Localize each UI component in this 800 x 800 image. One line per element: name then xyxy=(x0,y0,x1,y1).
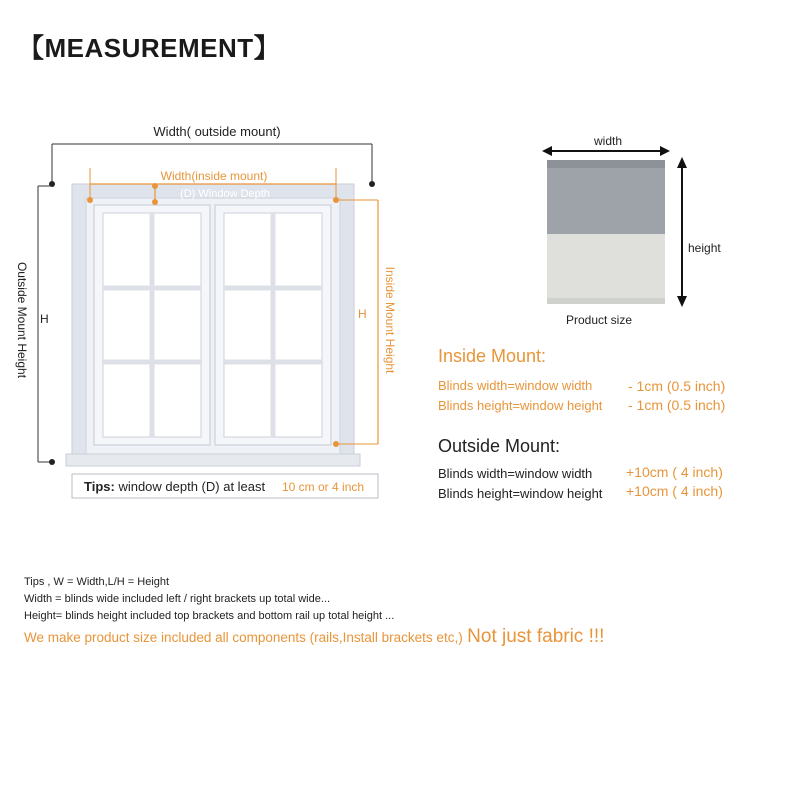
outside-height-value: +10cm ( 4 inch) xyxy=(626,483,723,499)
outside-mount-heading: Outside Mount: xyxy=(438,436,561,456)
tips-value: 10 cm or 4 inch xyxy=(282,480,365,494)
window-diagram xyxy=(0,110,420,510)
product-width-label: width xyxy=(593,134,623,148)
page-title: 【MEASUREMENT】 xyxy=(18,33,281,63)
inside-height-rule: Blinds height=window height xyxy=(438,398,603,413)
product-size-diagram xyxy=(530,130,770,330)
inside-width-value: - 1cm (0.5 inch) xyxy=(628,378,726,394)
outside-h-letter: H xyxy=(40,312,49,326)
inside-mount-heading: Inside Mount: xyxy=(438,346,547,366)
inside-width-rule: Blinds width=window width xyxy=(438,378,593,393)
product-caption: Product size xyxy=(565,313,633,327)
window-depth-label: (D) Window Depth xyxy=(180,188,270,200)
note-product-size xyxy=(24,626,604,648)
outside-width-rule: Blinds width=window width xyxy=(438,466,593,481)
note-product-size-text: We make product size included all components (rails,Install brackets etc,) xyxy=(24,630,463,645)
note-abbreviations: Tips , W = Width,L/H = Height xyxy=(24,576,170,588)
outside-height-label: Outside Mount Height xyxy=(15,261,29,379)
note-height: Height= blinds height included top brackets and bottom rail up total height ... xyxy=(24,610,395,622)
product-shade-roll xyxy=(547,160,665,234)
inside-height-label: Inside Mount Height xyxy=(383,266,397,374)
window-sill xyxy=(66,454,360,466)
inside-height-value: - 1cm (0.5 inch) xyxy=(628,397,726,413)
tips-text: Tips: window depth (D) at least xyxy=(84,479,266,494)
note-width: Width = blinds wide included left / right brackets up total wide... xyxy=(24,593,331,605)
product-height-label: height xyxy=(688,241,721,255)
outside-height-rule: Blinds height=window height xyxy=(438,486,603,501)
note-emphasis: Not just fabric !!! xyxy=(467,626,605,647)
outside-width-value: +10cm ( 4 inch) xyxy=(626,464,723,480)
outside-width-label: Width( outside mount) xyxy=(153,124,281,139)
inside-width-label: Width(inside mount) xyxy=(160,169,268,183)
inside-h-letter: H xyxy=(358,307,367,321)
